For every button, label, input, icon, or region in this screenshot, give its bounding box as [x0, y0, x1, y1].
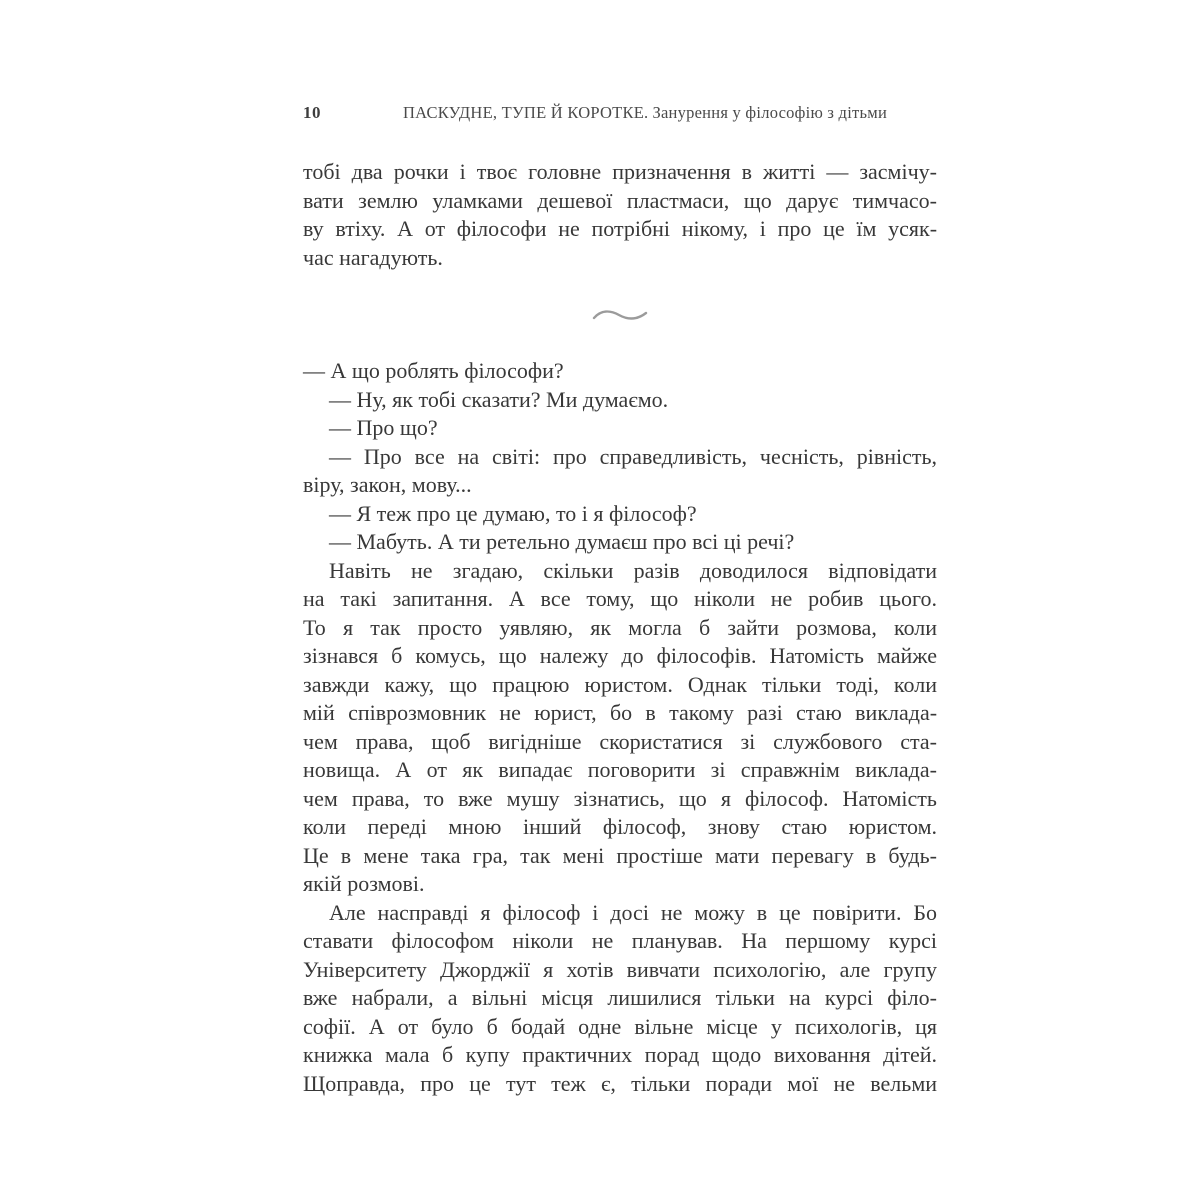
text-line: То я так просто уявляю, як могла б зайти розмова, коли [303, 614, 938, 640]
text-line: софії. А от було б бодай одне вільне місце у психологів, ця [303, 1013, 938, 1039]
text-line: ву втіху. А от філософи не потрібні нікому, і про це їм усяк- [303, 216, 938, 241]
text-line: — Про що? [329, 415, 438, 440]
text-line: — А що роблять філософи? [303, 358, 564, 383]
text-line: — Мабуть. А ти ретельно думаєш про всі ці речі? [329, 529, 795, 554]
body-text-section-2 [303, 357, 937, 1098]
text-line: зізнався б комусь, що належу до філософів. Натомість майже [303, 643, 937, 668]
text-line: Але насправді я філософ і досі не можу в це повірити. Бо [329, 899, 937, 925]
text-line: — Про все на світі: про справедливість, чесність, рівність, [329, 443, 938, 469]
text-line: час нагадують. [303, 244, 443, 270]
text-line: на такі запитання. А все тому, що ніколи не робив цього. [303, 586, 938, 611]
text-line: вати землю уламками дешевої пластмаси, що дарує тимчасо- [303, 187, 937, 213]
text-line: Щоправда, про це тут теж є, тільки поради мої не вельми [303, 1070, 938, 1096]
text-line: чем права, то вже мушу зізнатись, що я філософ. Натомість [303, 785, 937, 811]
text-line: ставати філософом ніколи не планував. На першому курсі [303, 928, 937, 953]
page-header [303, 103, 937, 123]
page-number: 10 [303, 103, 321, 122]
text-line: якій розмові. [303, 871, 425, 896]
body-text-section-1 [303, 158, 937, 272]
tilde-squiggle-icon [592, 307, 648, 323]
text-line: віру, закон, мову... [303, 472, 472, 497]
text-line: вже набрали, а вільні місця лишилися тільки на курсі філо- [303, 985, 937, 1010]
text-line: Навіть не згадаю, скільки разів доводилося відповідати [329, 557, 938, 583]
text-block [303, 103, 937, 1098]
section-divider [303, 272, 937, 357]
text-line: тобі два рочки і твоє головне призначення в житті — засмічу- [303, 159, 937, 184]
text-line: — Ну, як тобі сказати? Ми думаємо. [329, 386, 669, 412]
text-line: коли переді мною інший філософ, знову стаю юристом. [303, 814, 938, 839]
text-line: новища. А от як випадає поговорити зі справжнім виклада- [303, 757, 937, 782]
text-line: мій співрозмовник не юрист, бо в такому разі стаю виклада- [303, 700, 938, 725]
running-title-subtitle: Занурення у філософію з дітьми [652, 103, 888, 122]
running-title-main: ПАСКУДНЕ, ТУПЕ Й КОРОТКЕ. [402, 103, 649, 122]
text-line: Це в мене така гра, так мені простіше мати перевагу в будь- [303, 842, 937, 868]
text-line: чем права, щоб вигідніше скористатися зі службового ста- [303, 728, 937, 754]
text-line: — Я теж про це думаю, то і я філософ? [329, 500, 697, 526]
body-text [303, 158, 937, 1098]
running-title [353, 103, 937, 123]
text-line: книжка мала б купу практичних порад щодо виховання дітей. [303, 1042, 938, 1067]
text-line: завжди кажу, що працюю юристом. Однак тільки тоді, коли [303, 671, 937, 697]
text-line: Університету Джорджії я хотів вивчати психологію, але групу [303, 956, 938, 982]
